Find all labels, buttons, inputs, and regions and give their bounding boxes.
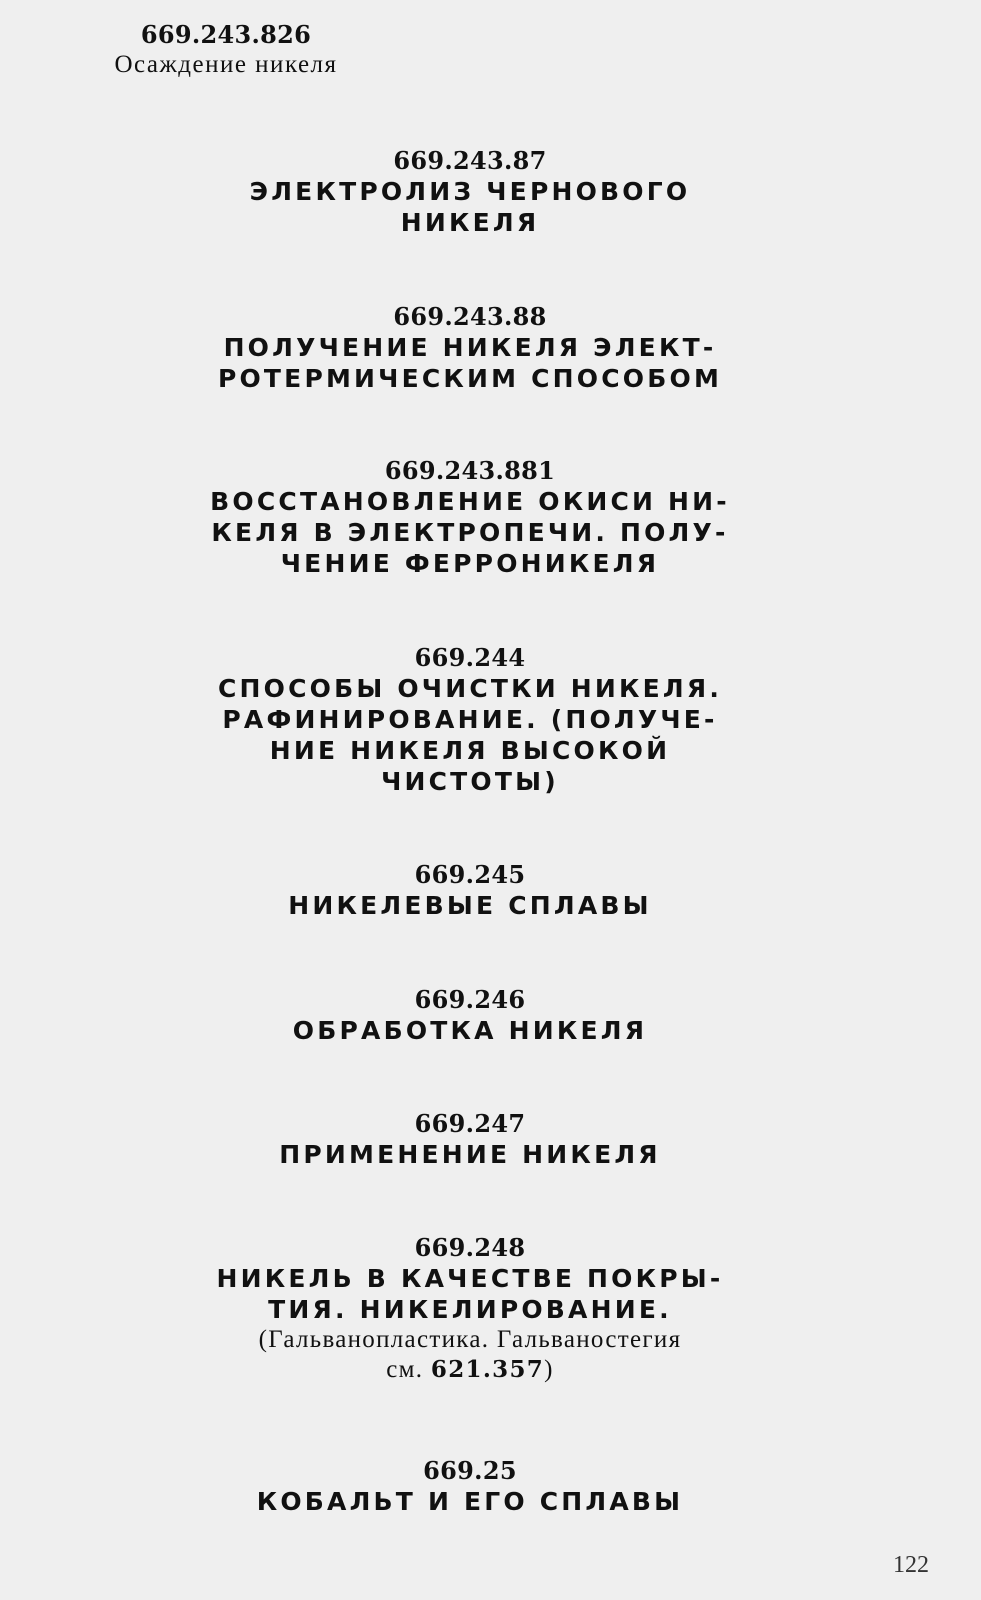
note-suffix: ) — [544, 1356, 554, 1383]
entry-669-244 — [180, 643, 760, 797]
entry-note — [180, 1325, 760, 1385]
entry-code: 669.244 — [414, 643, 526, 672]
cross-reference-code: 621.357 — [430, 1356, 545, 1383]
entry-code: 669.243.88 — [393, 302, 547, 331]
entry-heading: ЭЛЕКТРОЛИЗ ЧЕРНОВОГО НИКЕЛЯ — [249, 177, 691, 237]
entry-code: 669.25 — [423, 1456, 517, 1485]
subentry-title: Осаждение никеля — [114, 51, 338, 78]
entry-669-25 — [180, 1456, 760, 1517]
entry-heading: ВОССТАНОВЛЕНИЕ ОКИСИ НИ- КЕЛЯ В ЭЛЕКТРОПЕЧИ. ПОЛУ- ЧЕНИЕ ФЕРРОНИКЕЛЯ — [210, 487, 730, 578]
entry-669-246 — [180, 985, 760, 1046]
page-number: 122 — [893, 1552, 929, 1578]
entry-669-243-881 — [180, 456, 760, 579]
entry-669-243-88 — [180, 302, 760, 394]
entry-heading: СПОСОБЫ ОЧИСТКИ НИКЕЛЯ. РАФИНИРОВАНИЕ. (ПОЛУЧЕ- НИЕ НИКЕЛЯ ВЫСОКОЙ ЧИСТОТЫ) — [217, 674, 723, 796]
entry-code: 669.243.87 — [393, 146, 547, 175]
subentry-osazhdenie — [66, 20, 386, 80]
entry-heading: НИКЕЛЕВЫЕ СПЛАВЫ — [288, 891, 652, 920]
entry-669-243-87 — [180, 146, 760, 238]
subentry-code: 669.243.826 — [140, 20, 312, 49]
entry-669-248 — [180, 1233, 760, 1385]
note-prefix: см. — [386, 1356, 424, 1383]
entry-code: 669.247 — [414, 1109, 526, 1138]
note-line: (Гальванопластика. Гальваностегия — [258, 1326, 682, 1353]
entry-heading: ПОЛУЧЕНИЕ НИКЕЛЯ ЭЛЕКТ- РОТЕРМИЧЕСКИМ СПОСОБОМ — [217, 333, 723, 393]
entry-code: 669.243.881 — [384, 456, 556, 485]
entry-669-247 — [180, 1109, 760, 1170]
entry-code: 669.245 — [414, 860, 526, 889]
note-reference-line — [180, 1355, 760, 1385]
entry-669-245 — [180, 860, 760, 921]
entry-code: 669.246 — [414, 985, 526, 1014]
entry-heading: НИКЕЛЬ В КАЧЕСТВЕ ПОКРЫ- ТИЯ. НИКЕЛИРОВАНИЕ. — [216, 1264, 724, 1324]
entry-heading: ПРИМЕНЕНИЕ НИКЕЛЯ — [279, 1140, 661, 1169]
entry-code: 669.248 — [414, 1233, 526, 1262]
entry-heading: ОБРАБОТКА НИКЕЛЯ — [292, 1016, 648, 1045]
entry-heading: КОБАЛЬТ И ЕГО СПЛАВЫ — [256, 1487, 684, 1516]
